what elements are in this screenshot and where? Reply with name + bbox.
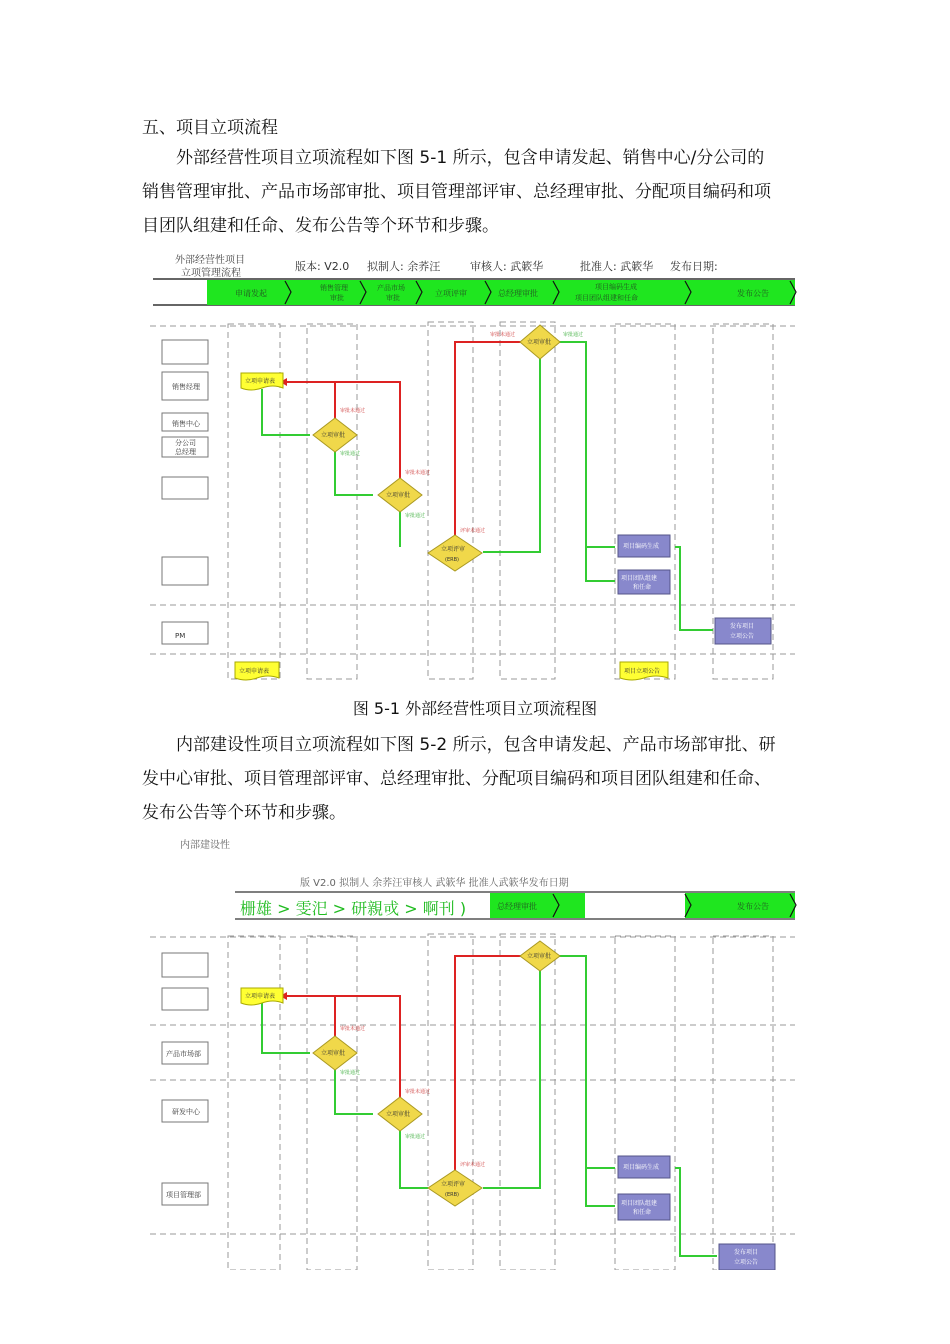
lane-label: 项目管理部 (166, 1191, 201, 1199)
section-heading: 五、项目立项流程 (142, 118, 278, 138)
flow-label: 审批通过 (405, 1134, 426, 1140)
flow-label: 审批通过 (405, 513, 426, 519)
version-label: 版本: V2.0 (295, 260, 350, 273)
stage-label: 产品市场 (377, 284, 405, 292)
node-task: 立项公告 (730, 633, 755, 640)
lane-label: 产品市场部 (166, 1050, 201, 1058)
flow-label: 审批未通过 (405, 470, 431, 476)
stage-label: 立项评审 (435, 289, 467, 298)
node-decision: 立项审批 (321, 1050, 346, 1057)
paragraph-line: 目团队组建和任命、发布公告等个环节和步骤。 (142, 216, 499, 236)
node-task: 项目编码生成 (623, 1164, 660, 1171)
node-decision: 立项审批 (527, 339, 552, 346)
publish-date-label: 发布日期: (670, 260, 718, 273)
flow-label: 审批未通过 (340, 1026, 366, 1032)
flow-label: 审批通过 (563, 332, 584, 338)
paragraph-line: 销售管理审批、产品市场部审批、项目管理部评审、总经理审批、分配项目编码和项 (142, 182, 771, 202)
lane-label: 研发中心 (172, 1108, 200, 1116)
node-task: 发布项目 (734, 1249, 759, 1256)
flow-label: 审批未通过 (490, 332, 516, 338)
figure-title-line: 立项管理流程 (181, 268, 241, 279)
figure-caption: 图 5-1 外部经营性项目立项流程图 (352, 699, 598, 718)
node-task: 发布项目 (730, 623, 755, 630)
paragraph-line: 内部建设性项目立项流程如下图 5-2 所示，包含申请发起、产品市场部审批、研 (176, 735, 776, 755)
stage-text-garbled: 栅雄 > 雯汜 > 研親戓 > 啊刊 ) (240, 899, 467, 918)
flow-label: 审批未通过 (340, 408, 366, 414)
lane-label: PM (175, 632, 186, 640)
paragraph-line: 发布公告等个环节和步骤。 (142, 803, 346, 823)
reviewer-label: 审核人: 武簌华 (470, 260, 544, 273)
node-decision: 立项评审 (441, 1181, 466, 1188)
lane-label: 销售经理 (172, 383, 200, 391)
node-decision: 立项审批 (386, 1111, 411, 1118)
stage-label: 发布公告 (737, 289, 769, 298)
node-doc: 项目立项公告 (624, 668, 661, 675)
paragraph-line: 外部经营性项目立项流程如下图 5-1 所示，包含申请发起、销售中心/分公司的 (176, 148, 765, 168)
stage-label: 发布公告 (737, 902, 769, 911)
flow-label: 评审未通过 (460, 528, 486, 534)
node-task: 项目团队组建 (621, 1200, 658, 1207)
flow-label: 评审未通过 (460, 1162, 486, 1168)
node-doc: 立项申请表 (239, 668, 270, 675)
figure-title-line: 外部经营性项目 (175, 255, 245, 266)
node-decision: 立项审批 (386, 492, 411, 499)
stage-label: 总经理审批 (498, 289, 538, 298)
node-task: 项目编码生成 (623, 543, 660, 550)
node-decision-sub: (ERB) (445, 557, 459, 563)
stage-label: 销售管理 (320, 284, 348, 292)
stage-label: 总经理审批 (497, 902, 537, 911)
stage-label: 项目编码生成 (595, 283, 637, 291)
node-task: 和任命 (633, 1209, 652, 1216)
paragraph-internal (142, 728, 810, 830)
node-doc: 立项申请表 (245, 993, 276, 1000)
stage-label: 审批 (386, 294, 400, 302)
internal-project-flowchart (145, 838, 805, 1270)
stage-label: 项目团队组建和任命 (575, 294, 638, 302)
stage-label: 申请发起 (235, 289, 267, 298)
node-decision: 立项审批 (527, 953, 552, 960)
figure-title: 内部建设性 (180, 840, 230, 851)
flow-label: 审批未通过 (405, 1089, 431, 1095)
node-task: 项目团队组建 (621, 575, 658, 582)
paragraph-line: 发中心审批、项目管理部评审、总经理审批、分配项目编码和项目团队组建和任命、 (142, 769, 771, 789)
approver-label: 批准人: 武簌华 (580, 260, 654, 273)
external-project-flowchart (145, 252, 805, 688)
node-decision-sub: (ERB) (445, 1192, 459, 1198)
lane-label: 总经理 (175, 448, 196, 456)
node-decision: 立项评审 (441, 546, 466, 553)
flow-label: 审批通过 (340, 451, 361, 457)
lane-label: 分公司 (175, 439, 196, 447)
lane-label: 销售中心 (172, 420, 200, 428)
node-decision: 立项审批 (321, 432, 346, 439)
stage-label: 审批 (330, 294, 344, 302)
node-task: 立项公告 (734, 1259, 759, 1266)
node-task: 和任命 (633, 584, 652, 591)
flow-label: 审批通过 (340, 1070, 361, 1076)
node-doc: 立项申请表 (245, 378, 276, 385)
figure-header-line: 版 V2.0 拟制人 余荞汪审核人 武簌华 批准人武簌华发布日期 (300, 878, 569, 889)
drafter-label: 拟制人: 余荞汪 (367, 260, 441, 273)
paragraph-external (142, 141, 810, 243)
